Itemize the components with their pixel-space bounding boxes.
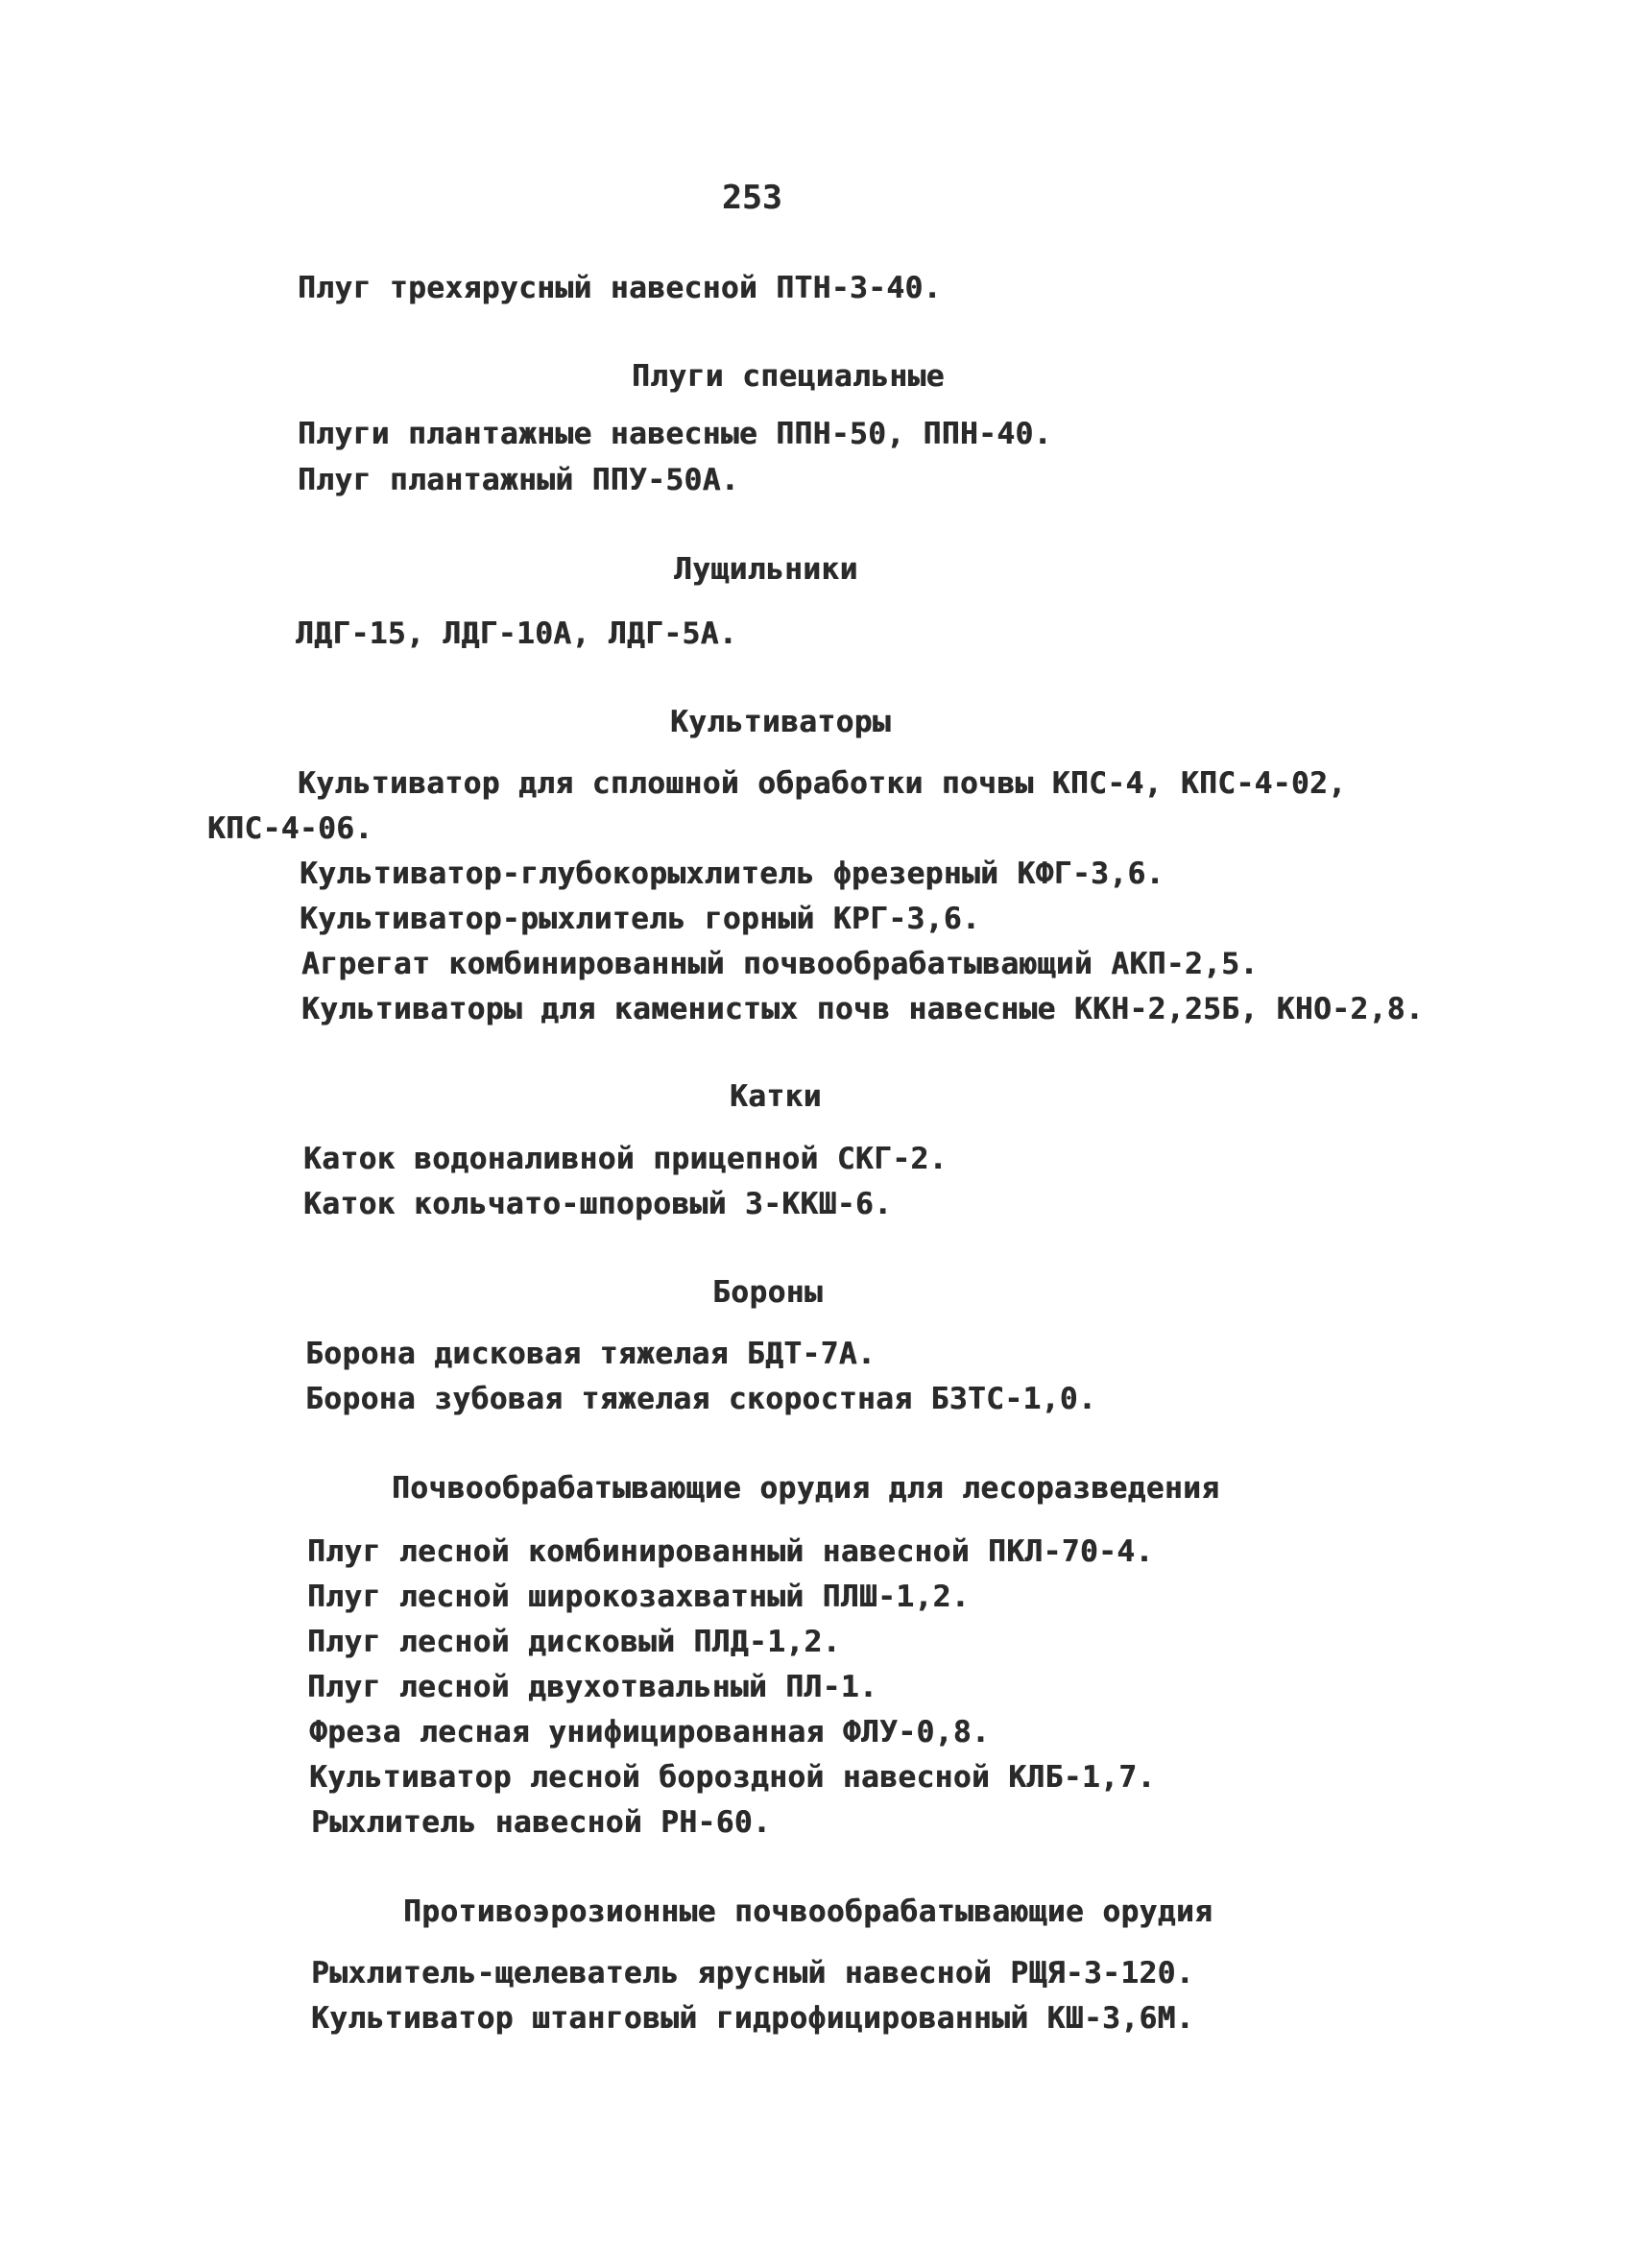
text-line: Культиватор-рыхлитель горный КРГ-3,6.: [300, 902, 981, 936]
text-line: Фреза лесная унифицированная ФЛУ-0,8.: [309, 1715, 991, 1749]
text-line: Культиваторы для каменистых почв навесные ККН-2,25Б, КНО-2,8.: [301, 992, 1424, 1026]
page-number: 253: [722, 179, 782, 217]
section-heading: Почвообрабатывающие орудия для лесоразведения: [392, 1471, 1220, 1506]
text-line: Каток кольчато-шпоровый 3-ККШ-6.: [303, 1187, 893, 1221]
section-heading: Лущильники: [674, 552, 858, 587]
text-line: Каток водоналивной прицепной СКГ-2.: [303, 1142, 948, 1176]
text-line: Плуг лесной комбинированный навесной ПКЛ-70-4.: [307, 1534, 1154, 1569]
section-heading: Бороны: [712, 1275, 823, 1310]
text-line: Плуг лесной двухотвальный ПЛ-1.: [307, 1670, 878, 1704]
text-line: Плуг плантажный ППУ-50А.: [298, 463, 739, 497]
text-line: Агрегат комбинированный почвообрабатывающий АКП-2,5.: [301, 947, 1259, 981]
section-heading: Плуги специальные: [632, 359, 945, 394]
text-line: Плуги плантажные навесные ППН-50, ППН-40.: [298, 417, 1052, 451]
text-line: ЛДГ-15, ЛДГ-10А, ЛДГ-5А.: [296, 616, 737, 651]
text-line: Борона дисковая тяжелая БДТ-7А.: [305, 1337, 877, 1371]
text-line: Борона зубовая тяжелая скоростная БЗТС-1,0.: [305, 1382, 1097, 1416]
text-line: Плуг лесной широкозахватный ПЛШ-1,2.: [307, 1580, 970, 1614]
text-line: Рыхлитель навесной РН-60.: [311, 1805, 772, 1840]
text-line: КПС-4-06.: [207, 811, 373, 846]
text-line: Культиватор лесной бороздной навесной КЛБ-1,7.: [309, 1760, 1156, 1795]
text-line: Плуг лесной дисковый ПЛД-1,2.: [307, 1625, 841, 1659]
section-heading: Противоэрозионные почвообрабатывающие орудия: [403, 1894, 1213, 1929]
text-line: Культиватор штанговый гидрофицированный КШ-3,6М.: [311, 2001, 1194, 2036]
section-heading: Культиваторы: [670, 705, 891, 739]
section-heading: Катки: [730, 1079, 822, 1114]
text-line: Плуг трехярусный навесной ПТН-3-40.: [298, 271, 942, 305]
text-line: Культиватор для сплошной обработки почвы КПС-4, КПС-4-02,: [298, 766, 1347, 801]
text-line: Рыхлитель-щелеватель ярусный навесной РЩЯ-3-120.: [311, 1956, 1194, 1991]
text-line: Культиватор-глубокорыхлитель фрезерный КФГ-3,6.: [300, 857, 1165, 891]
